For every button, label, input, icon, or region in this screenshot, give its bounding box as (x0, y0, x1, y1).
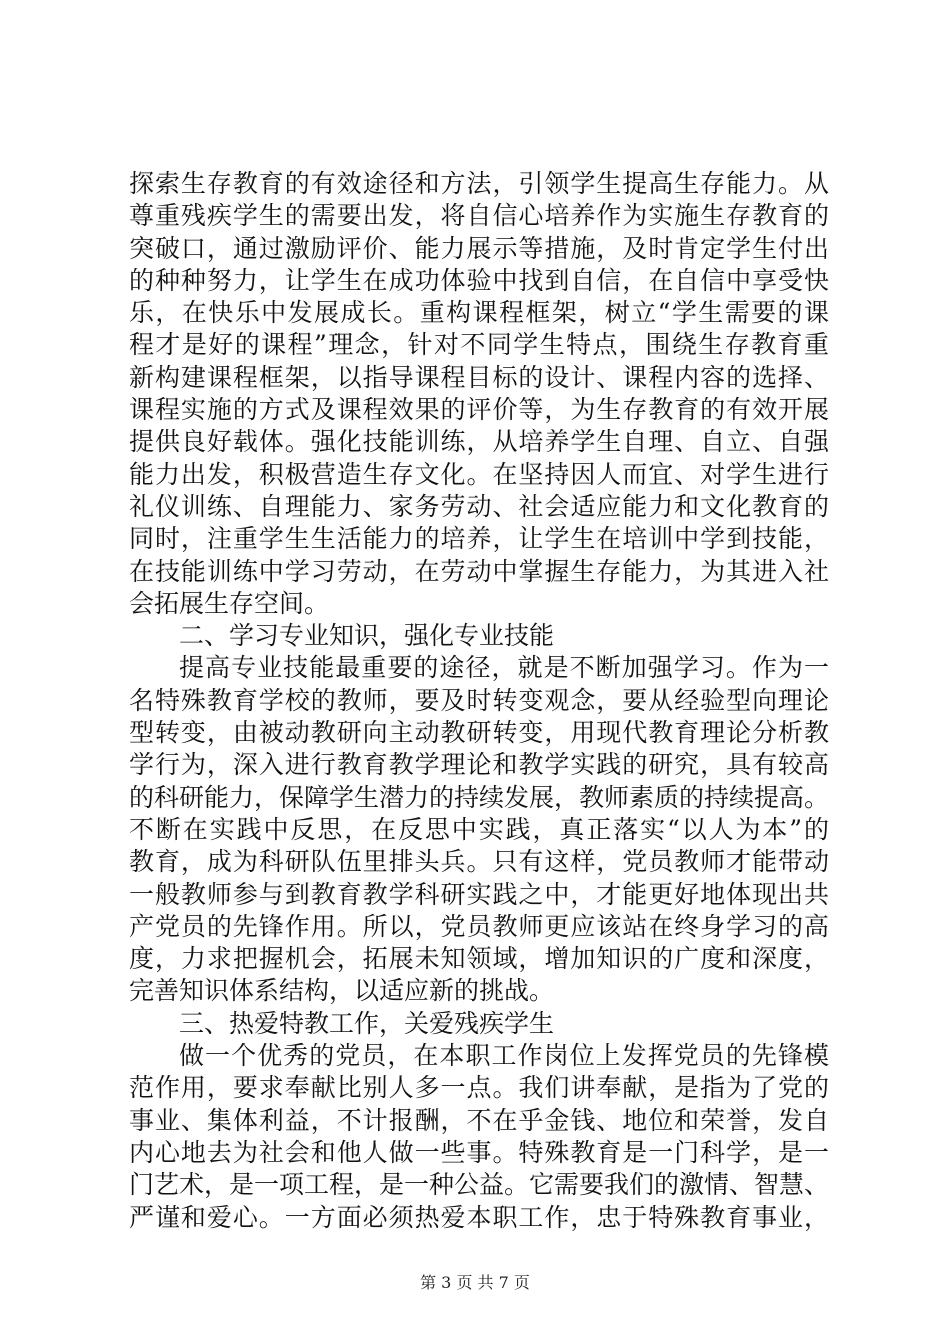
text-line: 度，力求把握机会，拓展未知领域，增加知识的广度和深度， (129, 944, 829, 974)
text-line: 的科研能力，保障学生潜力的持续发展，教师素质的持续提高。 (129, 782, 830, 812)
text-line: 做一个优秀的党员，在本职工作岗位上发挥党员的先锋模 (179, 1041, 829, 1071)
text-line: 课程实施的方式及课程效果的评价等，为生存教育的有效开展 (129, 395, 829, 425)
text-line: 学行为，深入进行教育教学理论和教学实践的研究，具有较高 (129, 750, 829, 780)
text-line: 提高专业技能最重要的途径，就是不断加强学习。作为一 (179, 653, 829, 683)
text-line: 程才是好的课程”理念，针对不同学生特点，围绕生存教育重 (129, 330, 829, 360)
text-line: 能力出发，积极营造生存文化。在坚持因人而宜、对学生进行 (129, 459, 829, 489)
text-line: 范作用，要求奉献比别人多一点。我们讲奉献，是指为了党的 (129, 1073, 829, 1103)
section-heading: 三、热爱特教工作，关爱残疾学生 (179, 1008, 555, 1038)
text-line: 突破口，通过激励评价、能力展示等措施，及时肯定学生付出 (129, 233, 829, 263)
text-line: 在技能训练中学习劳动，在劳动中掌握生存能力，为其进入社 (129, 556, 829, 586)
text-line: 内心地去为社会和他人做一些事。特殊教育是一门科学，是一 (129, 1137, 829, 1167)
text-line: 礼仪训练、自理能力、家务劳动、社会适应能力和文化教育的 (129, 491, 829, 521)
document-body (129, 168, 829, 1234)
text-line: 乐，在快乐中发展成长。重构课程框架，树立“学生需要的课 (129, 298, 829, 328)
text-line: 产党员的先锋作用。所以，党员教师更应该站在终身学习的高 (129, 911, 829, 941)
section-heading: 二、学习专业知识，强化专业技能 (179, 621, 555, 651)
text-line: 的种种努力，让学生在成功体验中找到自信，在自信中享受快 (129, 265, 829, 295)
text-line: 严谨和爱心。一方面必须热爱本职工作，忠于特殊教育事业， (129, 1202, 829, 1232)
text-line: 提供良好载体。强化技能训练，从培养学生自理、自立、自强 (129, 427, 829, 457)
text-line: 一般教师参与到教育教学科研实践之中，才能更好地体现出共 (129, 879, 829, 909)
text-line: 探索生存教育的有效途径和方法，引领学生提高生存能力。从 (129, 169, 829, 198)
text-line: 型转变，由被动教研向主动教研转变，用现代教育理论分析教 (129, 718, 829, 748)
text-line: 不断在实践中反思，在反思中实践，真正落实“以人为本”的 (129, 814, 829, 844)
text-line: 会拓展生存空间。 (129, 588, 330, 618)
text-line: 名特殊教育学校的教师，要及时转变观念，要从经验型向理论 (129, 685, 829, 715)
text-line: 新构建课程框架，以指导课程目标的设计、课程内容的选择、 (129, 362, 829, 392)
text-line: 尊重残疾学生的需要出发，将自信心培养作为实施生存教育的 (129, 201, 829, 231)
text-line: 门艺术，是一项工程，是一种公益。它需要我们的激情、智慧、 (129, 1170, 830, 1200)
text-line: 完善知识体系结构，以适应新的挑战。 (129, 976, 555, 1006)
text-line: 事业、集体利益，不计报酬，不在乎金钱、地位和荣誉，发自 (129, 1105, 829, 1135)
text-line: 同时，注重学生生活能力的培养，让学生在培训中学到技能， (129, 524, 829, 554)
page-footer: 第 3 页 共 7 页 (420, 1273, 530, 1292)
text-line: 教育，成为科研队伍里排头兵。只有这样，党员教师才能带动 (129, 847, 829, 877)
